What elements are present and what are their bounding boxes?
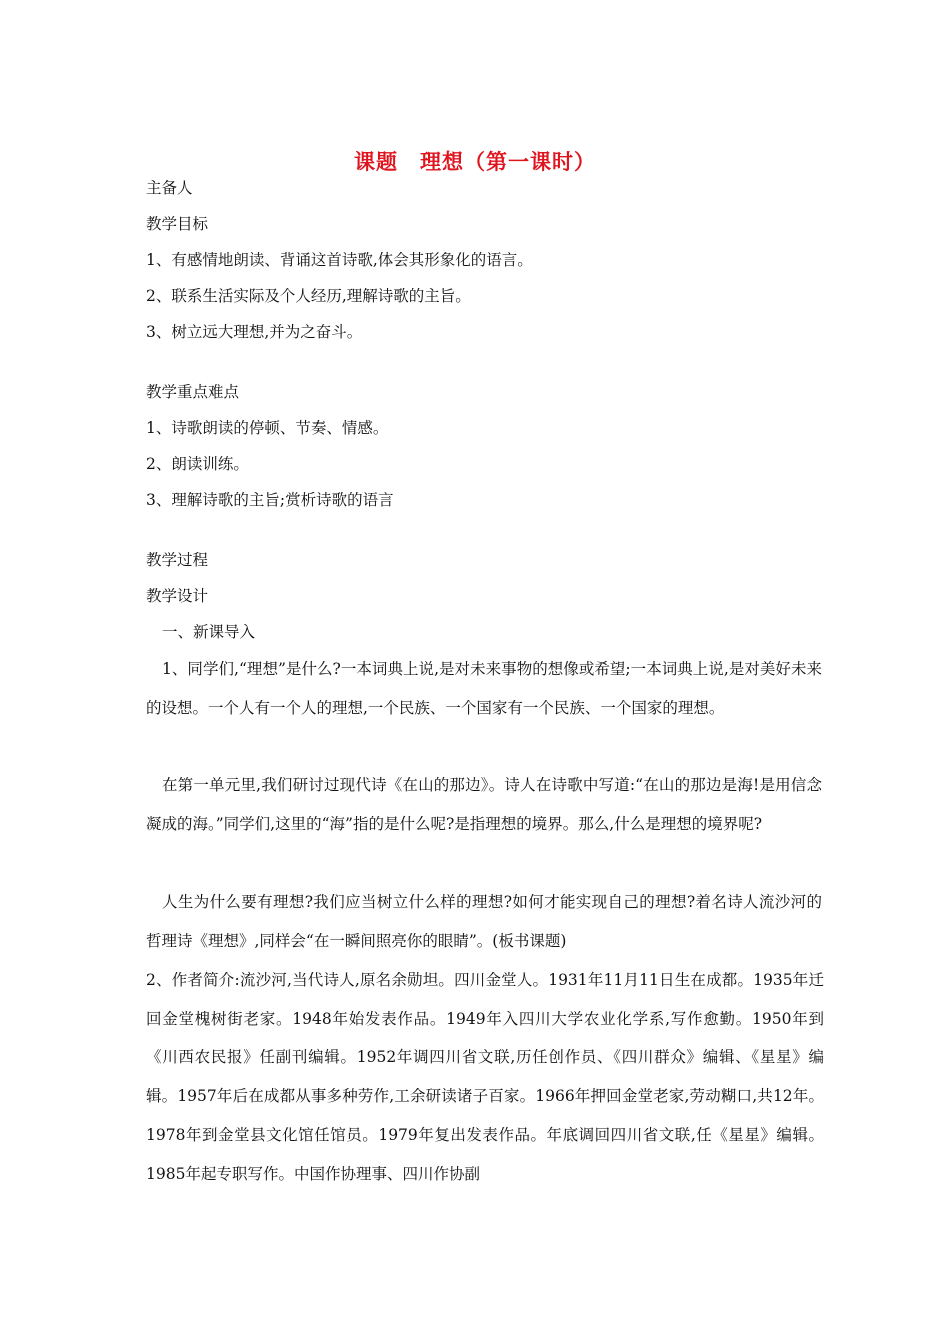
paragraph-definition: 1、同学们,“理想”是什么?一本词典上说,是对未来事物的想像或希望;一本词典上说,是对美好未来的设想。一个人有一个人的理想,一个民族、一个国家有一个民族、一个国家的理想。 bbox=[146, 660, 822, 717]
key-point-item-3: 3、理解诗歌的主旨;赏析诗歌的语言 bbox=[146, 491, 394, 509]
key-point-item-2: 2、朗读训练。 bbox=[146, 455, 249, 473]
paragraph-author-intro: 2、作者简介:流沙河,当代诗人,原名余勋坦。四川金堂人。1931年11月11日生在成都。1935年迁回金堂槐树街老家。1948年始发表作品。1949年入四川大学农业化学系,写作愈勤。1950年到《川西农民报》任副刊编辑。1952年调四川省文联,历任创作员、《四川群众》编辑、《星星》编辑。1957年后在成都从事多种劳作,工余研读诸子百家。1966年押回金堂老家,劳动糊口,共12年。1978年到金堂县文化馆任馆员。1979年复出发表作品。年底调回四川省文联,任《星星》编辑。1985年起专职写作。中国作协理事、四川作协副 bbox=[146, 971, 824, 1183]
preparer-label: 主备人 bbox=[146, 179, 193, 197]
paragraph-mountain-poem: 在第一单元里,我们研讨过现代诗《在山的那边》。诗人在诗歌中写道:“在山的那边是海!是用信念凝成的海。”同学们,这里的“海”指的是什么呢?是指理想的境界。那么,什么是理想的境界呢? bbox=[146, 776, 822, 833]
objective-item-3: 3、树立远大理想,并为之奋斗。 bbox=[146, 323, 363, 341]
title-label: 课题 bbox=[354, 149, 398, 174]
objectives-heading: 教学目标 bbox=[146, 215, 209, 233]
section-heading: 一、新课导入 bbox=[162, 623, 256, 641]
key-points-heading: 教学重点难点 bbox=[146, 383, 240, 401]
process-heading: 教学过程 bbox=[146, 551, 209, 569]
objective-item-1: 1、有感情地朗读、背诵这首诗歌,体会其形象化的语言。 bbox=[146, 251, 533, 269]
paragraph-questions: 人生为什么要有理想?我们应当树立什么样的理想?如何才能实现自己的理想?着名诗人流沙河的哲理诗《理想》,同样会“在一瞬间照亮你的眼睛”。(板书课题) bbox=[146, 893, 822, 950]
key-point-item-1: 1、诗歌朗读的停顿、节奏、情感。 bbox=[146, 419, 389, 437]
design-heading: 教学设计 bbox=[146, 587, 209, 605]
page-title bbox=[0, 146, 950, 176]
objective-item-2: 2、联系生活实际及个人经历,理解诗歌的主旨。 bbox=[146, 287, 471, 305]
title-text: 理想（第一课时） bbox=[420, 149, 596, 174]
